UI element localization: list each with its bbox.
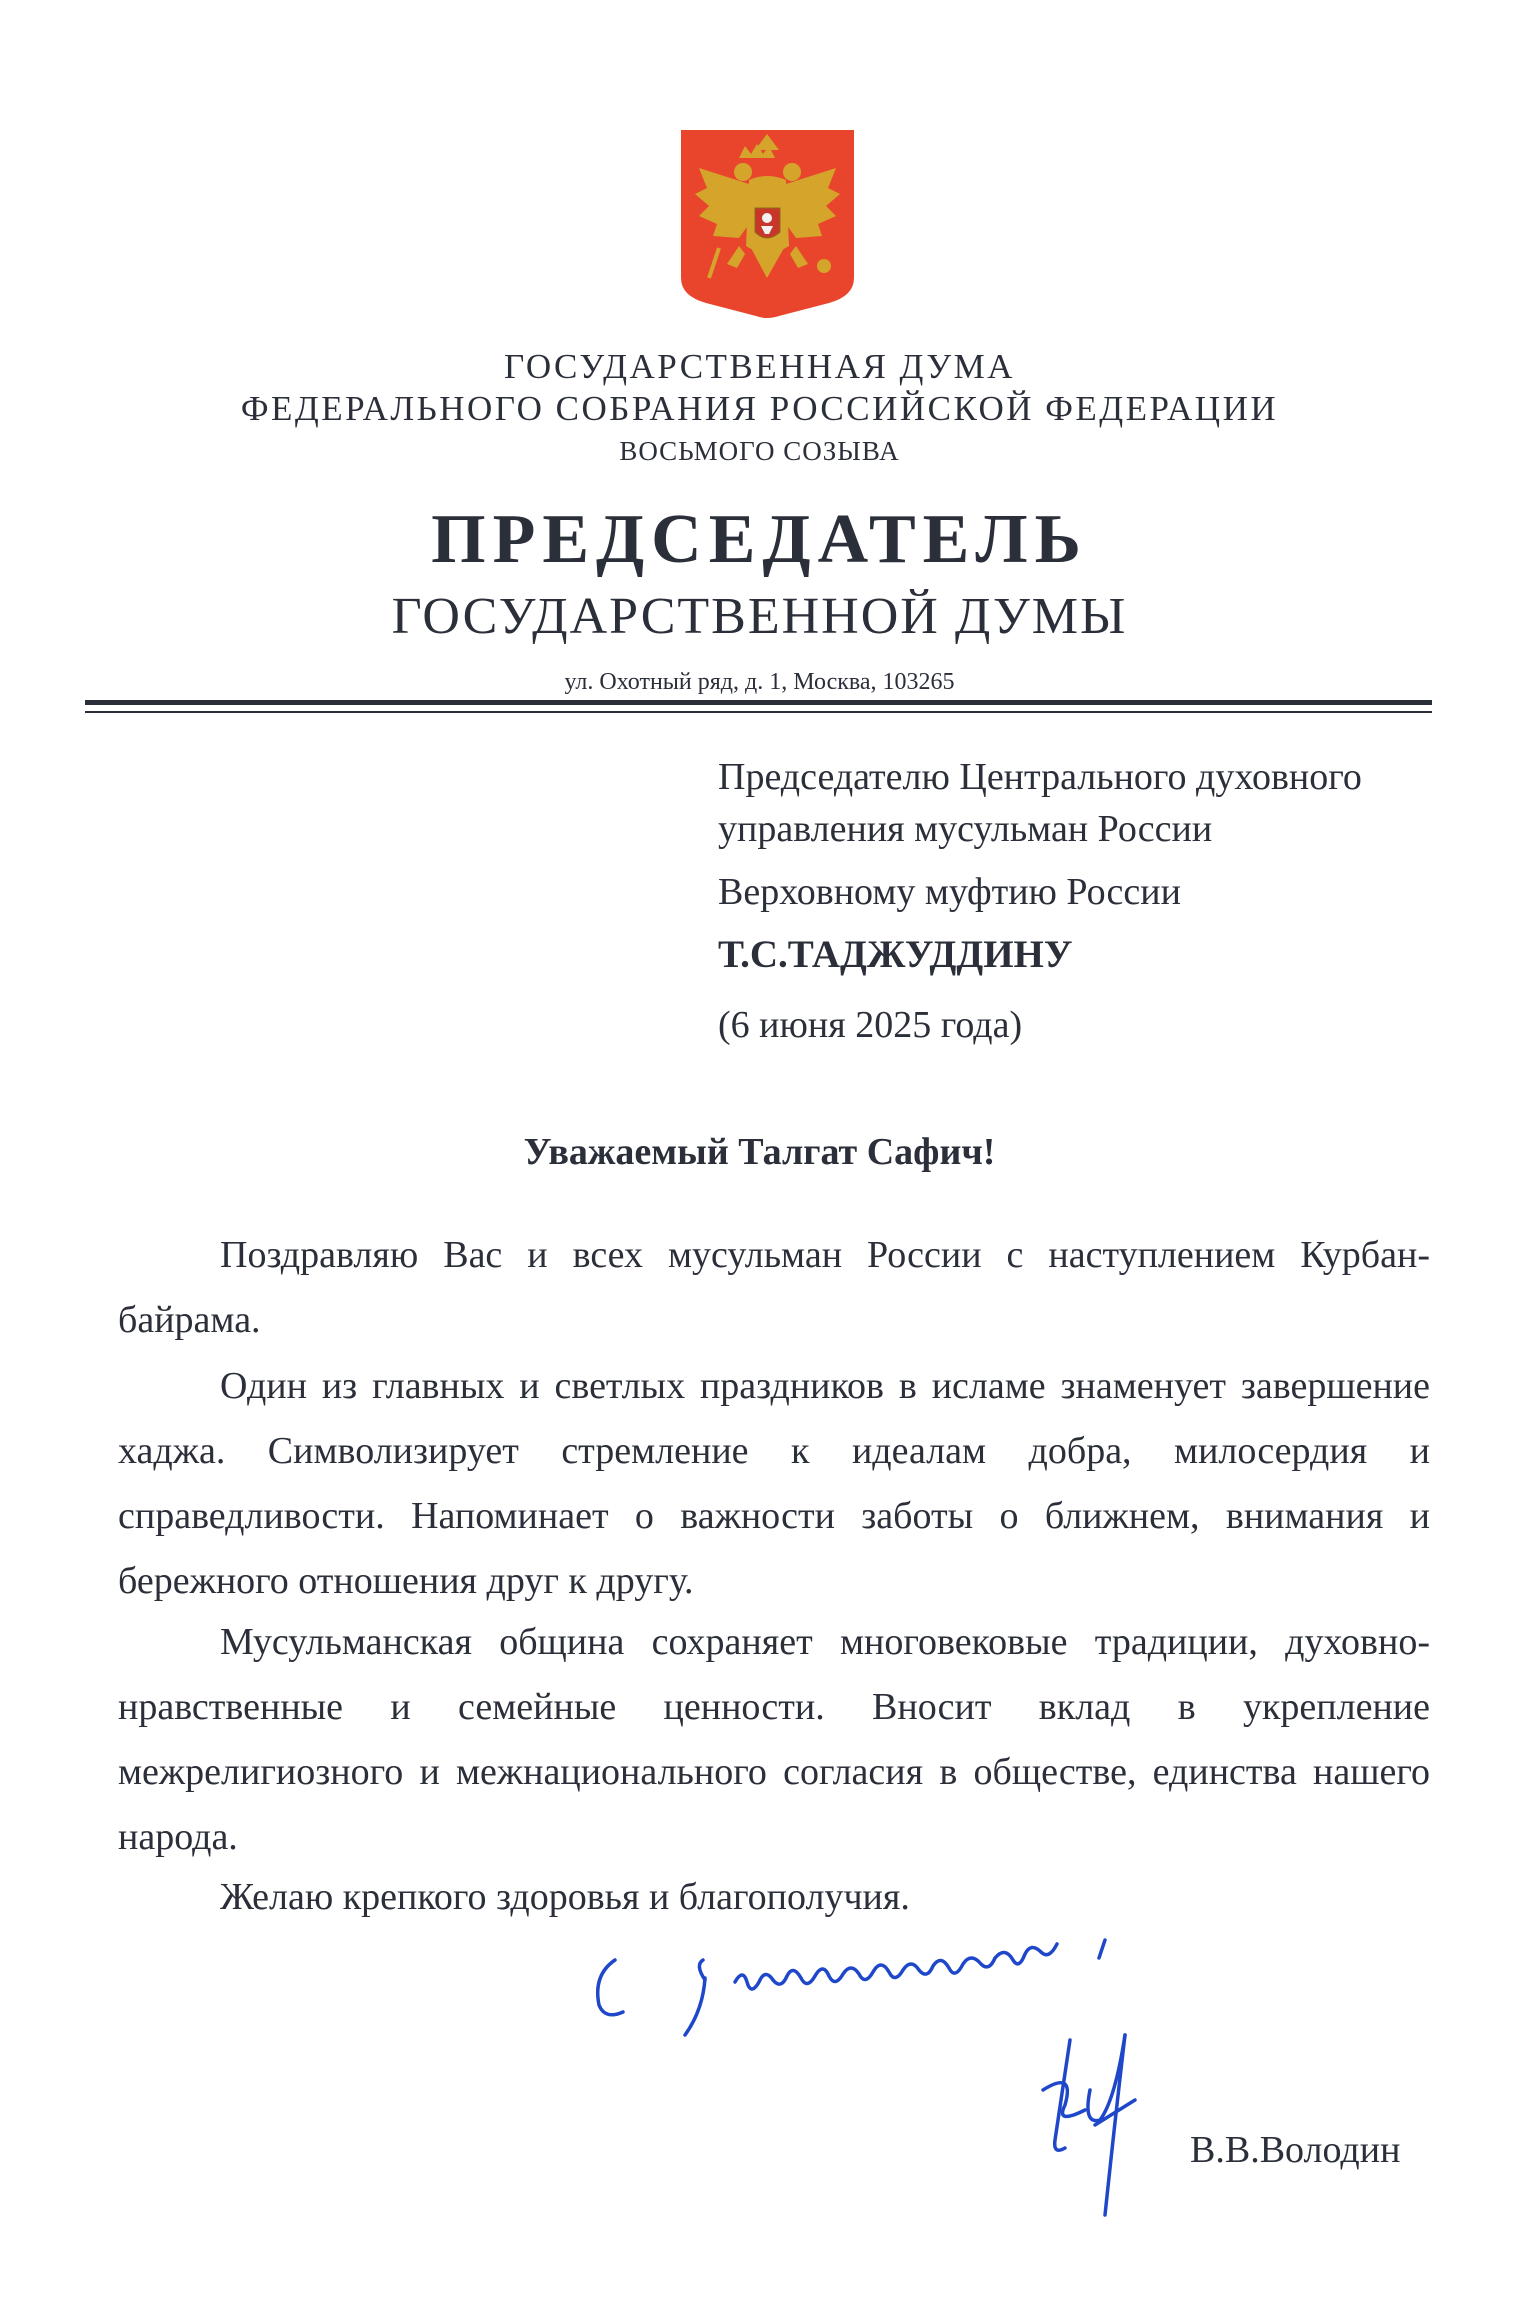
header-line-3: ВОСЬМОГО СОЗЫВА [619,436,900,466]
addressee-name: Т.С.ТАДЖУДДИНУ [718,933,1073,976]
letter-paragraph-2: Один из главных и светлых праздников в исламе знаменует завершение хаджа. Символизирует стремление к идеалам добра, милосердия и справедливости. Напоминает о важности заботы о ближнем, внимания и бережного отношения друг к другу. [118,1365,1430,1602]
header-line-2: ФЕДЕРАЛЬНОГО СОБРАНИЯ РОССИЙСКОЙ ФЕДЕРАЦИИ [240,389,1279,428]
addressee-line-3: Верховному муфтию России [718,871,1181,913]
letter-paragraph-1: Поздравляю Вас и всех мусульман России с наступлением Курбан-байрама. [118,1234,1430,1341]
greeting: Уважаемый Талгат Сафич! [523,1131,996,1173]
header-divider-thin [85,711,1432,713]
document-subtitle: ГОСУДАРСТВЕННОЙ ДУМЫ [391,588,1128,645]
addressee-line-2: управления мусульман России [718,808,1213,850]
letter-paragraph-4: Желаю крепкого здоровья и благополучия. [220,1876,910,1918]
signer-name: В.В.Володин [1190,2129,1401,2171]
russian-coat-of-arms-icon [679,128,856,328]
sender-address: ул. Охотный ряд, д. 1, Москва, 103265 [564,669,955,695]
addressee-line-1: Председателю Центрального духовного [718,756,1362,798]
header-divider-thick [85,700,1432,705]
document-title: ПРЕДСЕДАТЕЛЬ [431,501,1088,578]
signature [1035,2030,1155,2220]
header-line-1: ГОСУДАРСТВЕННАЯ ДУМА [503,347,1016,386]
letter-paragraph-3: Мусульманская община сохраняет многовековые традиции, духовно-нравственные и семейные ценности. Вносит вклад в укрепление межрелигиозного и межнационального согласия в обществе, единства нашего народа. [118,1621,1430,1858]
letter-date: (6 июня 2025 года) [718,1004,1023,1046]
